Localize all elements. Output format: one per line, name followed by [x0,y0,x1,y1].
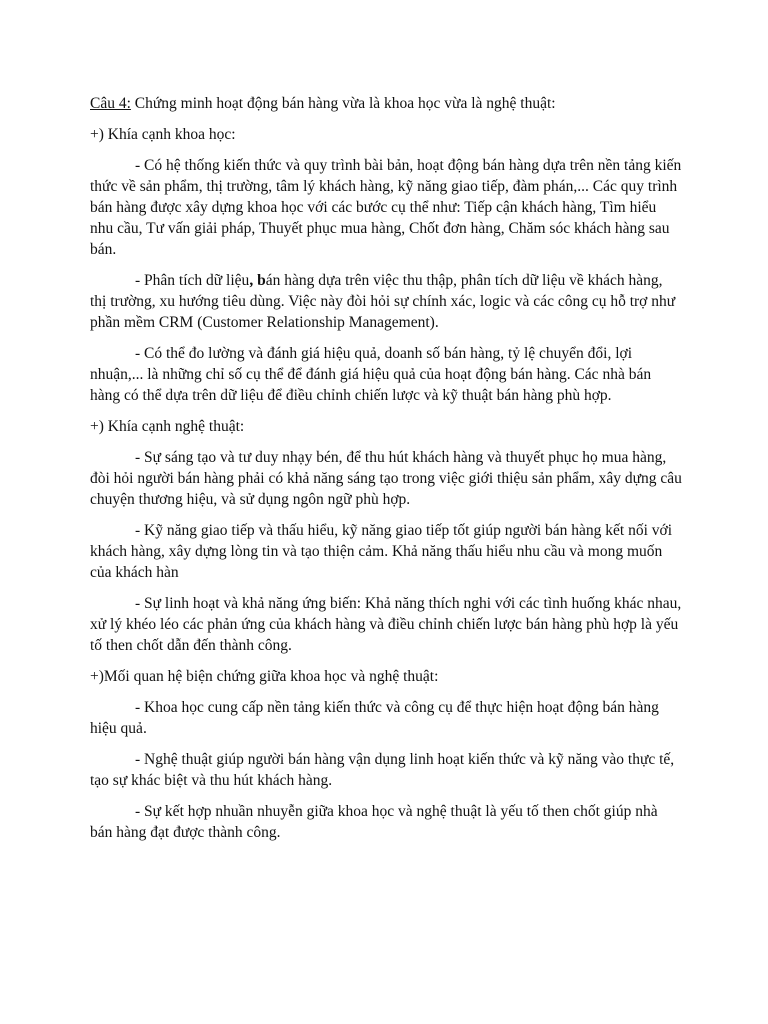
question-text: Chứng minh hoạt động bán hàng vừa là khoa học vừa là nghệ thuật: [130,95,556,112]
relation-paragraph-2: - Nghệ thuật giúp người bán hàng vận dụng linh hoạt kiến thức và kỹ năng vào thực tế, tạo sự khác biệt và thu hút khách hàng. [90,751,675,789]
relation-paragraph-1: - Khoa học cung cấp nền tảng kiến thức và công cụ để thực hiện hoạt động bán hàng hiệu quả. [90,699,659,737]
science-heading: +) Khía cạnh khoa học: [90,126,236,143]
science-paragraph-3: - Có thể đo lường và đánh giá hiệu quả, doanh số bán hàng, tỷ lệ chuyển đổi, lợi nhuận,... là những chỉ số cụ thể để đánh giá hiệu quả của hoạt động bán hàng. Các nhà bán hàng có thể dựa trên dữ liệu để điều chỉnh chiến lược và kỹ thuật bán hàng phù hợp. [90,345,652,404]
science-paragraph-2-start: - Phân tích dữ liệu [135,272,250,289]
question-heading [90,93,682,114]
document-page [90,93,682,853]
art-heading: +) Khía cạnh nghệ thuật: [90,418,245,435]
science-paragraph-1: - Có hệ thống kiến thức và quy trình bài bản, hoạt động bán hàng dựa trên nền tảng kiến thức về sản phẩm, thị trường, tâm lý khách hàng, kỹ năng giao tiếp, đàm phán,... Các quy trình bán hàng được xây dựng khoa học với các bước cụ thể như: Tiếp cận khách hàng, Tìm hiểu nhu cầu, Tư vấn giải pháp, Thuyết phục mua hàng, Chốt đơn hàng, Chăm sóc khách hàng sau bán. [90,157,682,258]
art-paragraph-1: - Sự sáng tạo và tư duy nhạy bén, để thu hút khách hàng và thuyết phục họ mua hàng, đòi hỏi người bán hàng phải có khả năng sáng tạo trong việc giới thiệu sản phẩm, xây dựng câu chuyện thương hiệu, và sử dụng ngôn ngữ phù hợp. [90,449,682,508]
art-paragraph-3: - Sự linh hoạt và khả năng ứng biến: Khả năng thích nghi với các tình huống khác nhau, xử lý khéo léo các phản ứng của khách hàng và điều chỉnh chiến lược bán hàng phù hợp là yếu tố then chốt dẫn đến thành công. [90,595,682,654]
science-paragraph-2 [90,270,682,333]
relation-heading: +)Mối quan hệ biện chứng giữa khoa học và nghệ thuật: [90,668,439,685]
relation-paragraph-3: - Sự kết hợp nhuần nhuyễn giữa khoa học và nghệ thuật là yếu tố then chốt giúp nhà bán hàng đạt được thành công. [90,803,658,841]
question-label: Câu 4: [90,95,131,112]
science-paragraph-2-rest: án hàng dựa trên việc thu thập, phân tích dữ liệu về khách hàng, thị trường, xu hướng tiêu dùng. Việc này đòi hỏi sự chính xác, logic và các công cụ hỗ trợ như phần mềm CRM (Customer Relationship Management). [90,272,676,331]
art-paragraph-2: - Kỹ năng giao tiếp và thấu hiểu, kỹ năng giao tiếp tốt giúp người bán hàng kết nối với khách hàng, xây dựng lòng tin và tạo thiện cảm. Khả năng thấu hiểu nhu cầu và mong muốn của khách hàn [90,522,673,581]
science-paragraph-2-bold: , b [249,272,266,289]
